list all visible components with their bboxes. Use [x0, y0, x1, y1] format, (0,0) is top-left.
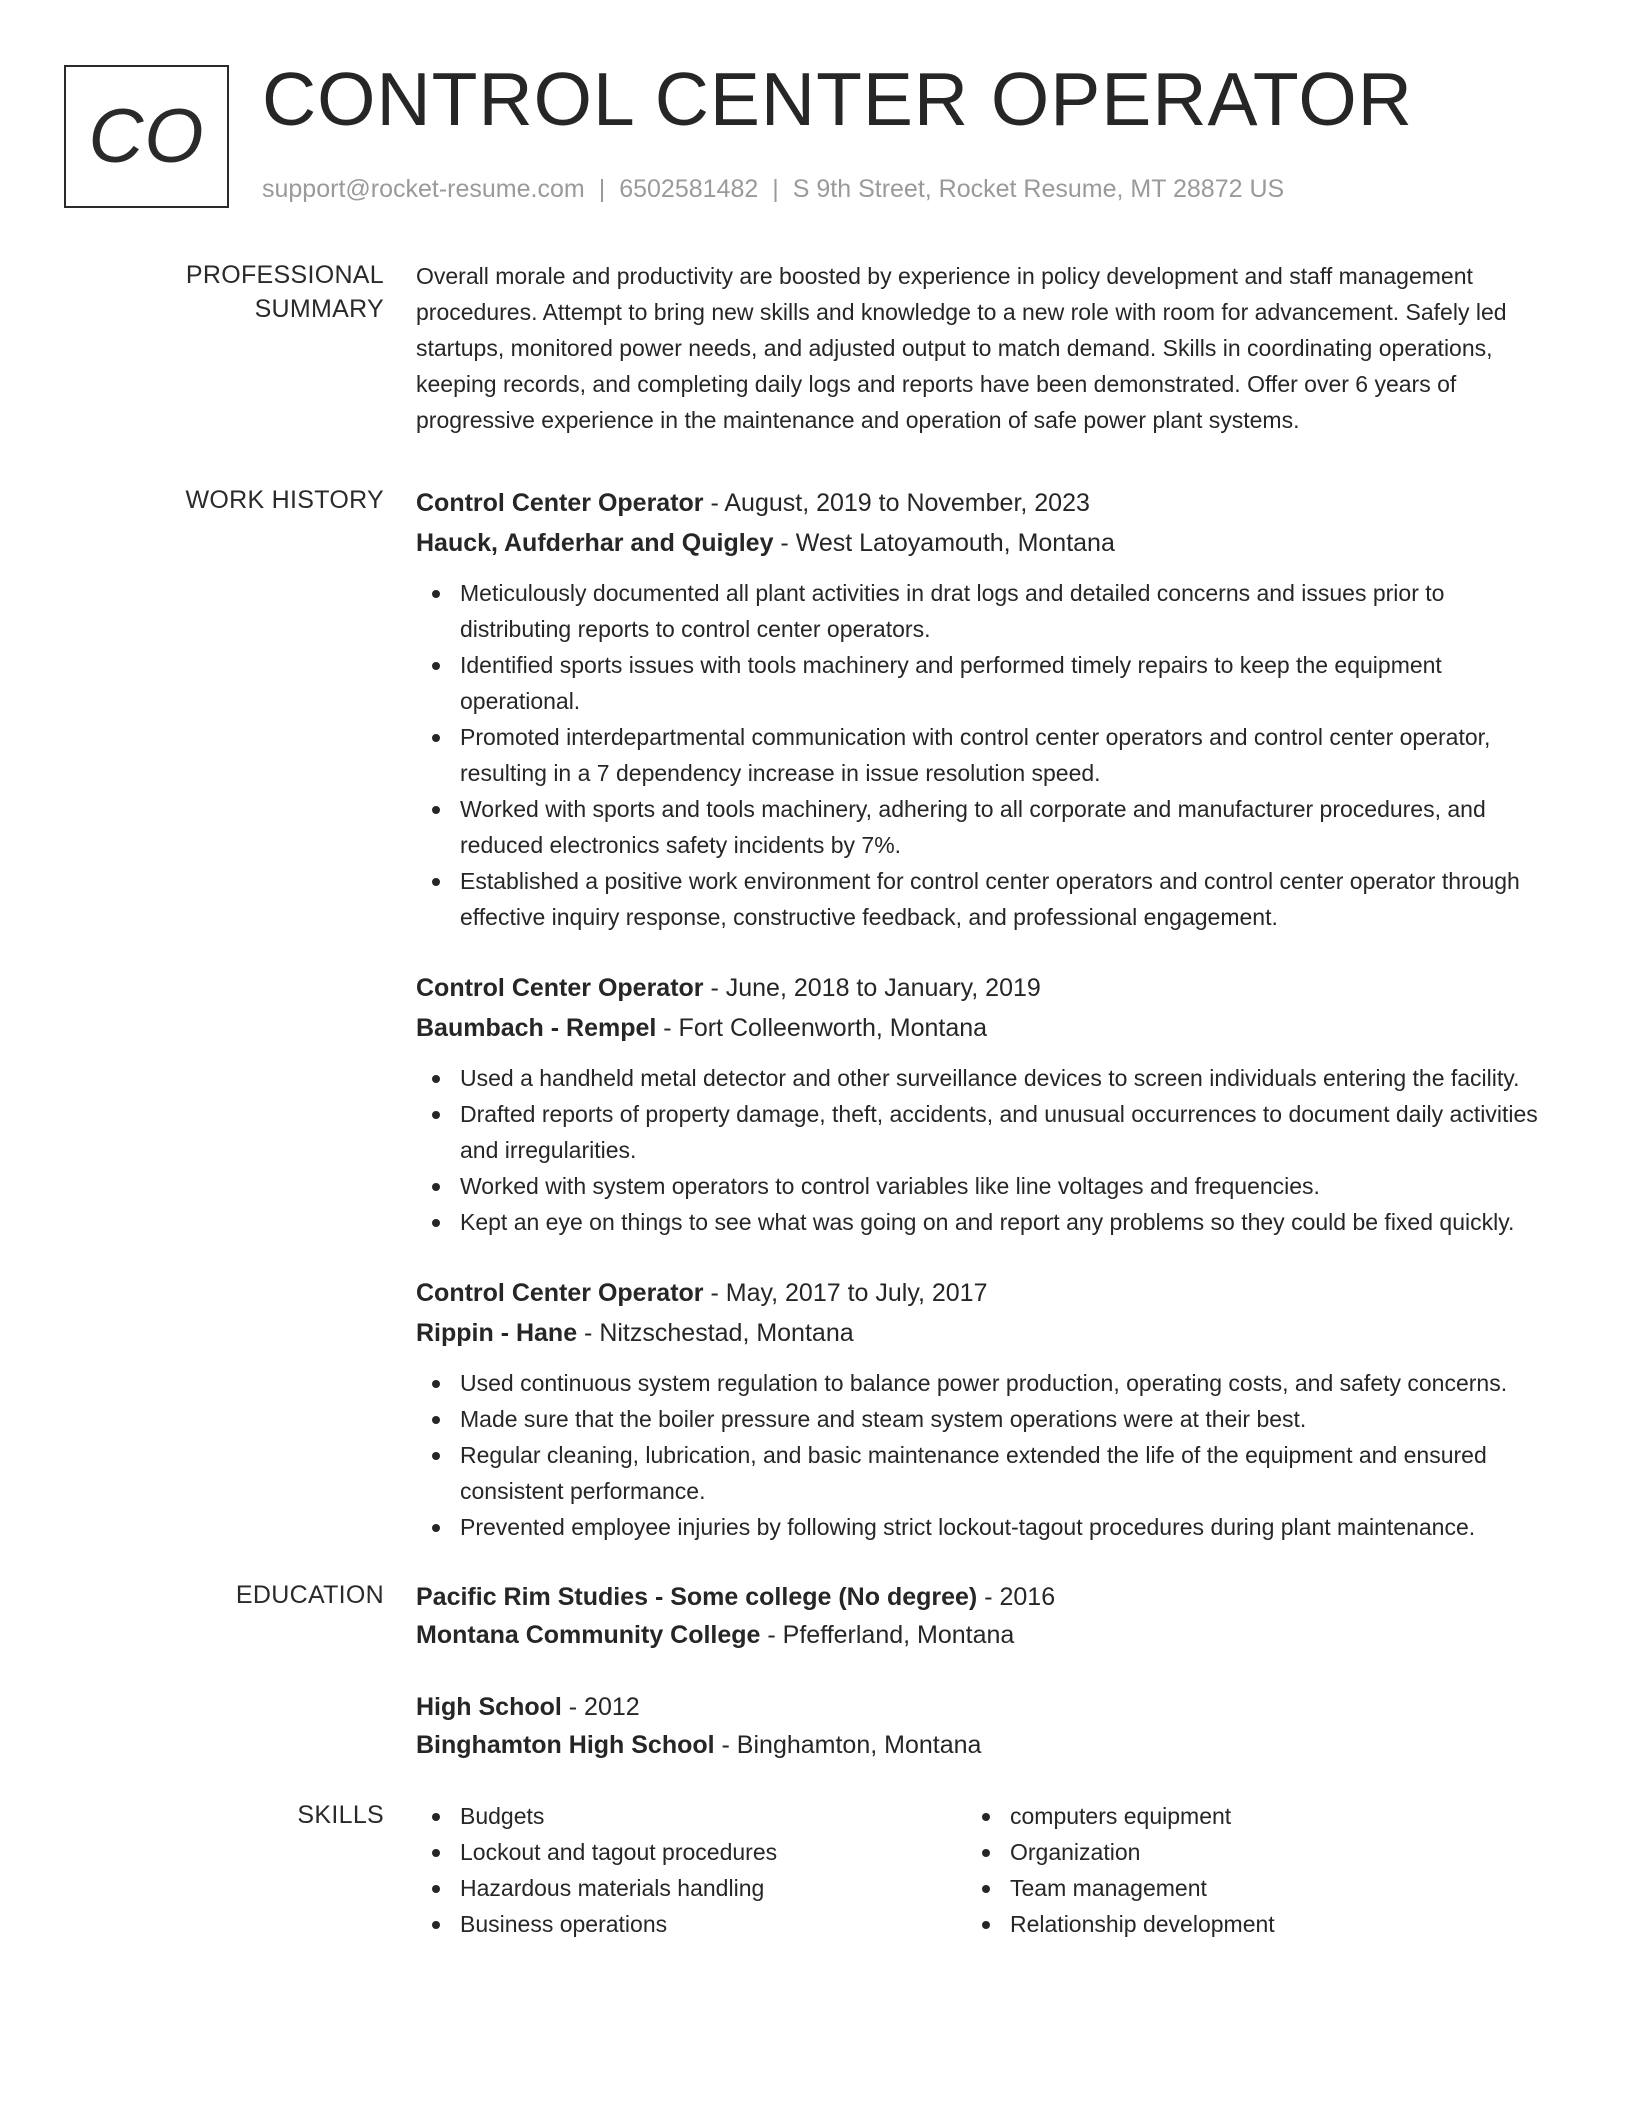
job-entry [416, 483, 1572, 935]
skill-item: computers equipment [966, 1798, 1516, 1834]
job-bullet: Established a positive work environment for control center operators and control center operator through effective inquiry response, constructive feedback, and professional engagement. [416, 863, 1546, 935]
education-school: Binghamton High School [416, 1731, 715, 1759]
education-school-line [416, 1726, 1572, 1764]
job-bullet: Prevented employee injuries by following strict lockout-tagout procedures during plant maintenance. [416, 1509, 1546, 1545]
job-title-line [416, 1273, 1572, 1313]
work-history-section [64, 483, 1572, 1578]
job-bullet: Worked with system operators to control variables like line voltages and frequencies. [416, 1168, 1546, 1204]
skill-item: Business operations [416, 1906, 966, 1942]
section-label-skills: SKILLS [297, 1801, 384, 1829]
skill-item: Budgets [416, 1798, 966, 1834]
job-location: - Nitzschestad, Montana [577, 1319, 854, 1347]
resume-header [64, 57, 1572, 208]
job-location: - West Latoyamouth, Montana [773, 529, 1115, 557]
contact-line [262, 175, 1413, 204]
skills-grid [416, 1798, 1572, 1942]
summary-section [64, 258, 1572, 438]
job-company-line [416, 523, 1572, 563]
skill-item: Organization [966, 1834, 1516, 1870]
work-history-body [416, 483, 1572, 1578]
monogram-box [64, 65, 229, 208]
education-degree: High School [416, 1693, 562, 1721]
job-title-line [416, 483, 1572, 523]
education-degree-line [416, 1688, 1572, 1726]
education-year: - 2012 [561, 1693, 640, 1721]
summary-body [416, 258, 1572, 438]
education-entry [416, 1688, 1572, 1764]
contact-address: S 9th Street, Rocket Resume, MT 28872 US [792, 175, 1285, 203]
education-section [64, 1578, 1572, 1798]
education-degree: Pacific Rim Studies - Some college (No degree) [416, 1583, 978, 1611]
contact-email: support@rocket-resume.com [262, 175, 585, 203]
job-company: Baumbach - Rempel [416, 1014, 657, 1042]
skills-column-left [416, 1798, 966, 1942]
job-bullet: Made sure that the boiler pressure and steam system operations were at their best. [416, 1401, 1546, 1437]
skill-item: Team management [966, 1870, 1516, 1906]
job-company: Hauck, Aufderhar and Quigley [416, 529, 774, 557]
education-body [416, 1578, 1572, 1798]
education-school-line [416, 1616, 1572, 1654]
job-bullets [416, 1060, 1572, 1240]
section-label-education: EDUCATION [235, 1581, 384, 1609]
job-bullet: Used continuous system regulation to balance power production, operating costs, and safety concerns. [416, 1365, 1546, 1401]
job-bullet: Kept an eye on things to see what was going on and report any problems so they could be fixed quickly. [416, 1204, 1546, 1240]
skill-item: Lockout and tagout procedures [416, 1834, 966, 1870]
job-bullet: Meticulously documented all plant activities in drat logs and detailed concerns and issues prior to distributing reports to control center operators. [416, 575, 1546, 647]
job-company-line [416, 1008, 1572, 1048]
job-company: Rippin - Hane [416, 1319, 578, 1347]
section-label-summary: PROFESSIONAL SUMMARY [185, 261, 384, 323]
education-location: - Binghamton, Montana [714, 1731, 982, 1759]
job-title: Control Center Operator [416, 1279, 704, 1307]
skill-item: Hazardous materials handling [416, 1870, 966, 1906]
job-location: - Fort Colleenworth, Montana [656, 1014, 988, 1042]
skills-section [64, 1798, 1572, 1942]
skills-body [416, 1798, 1572, 1942]
contact-phone: 6502581482 [619, 175, 759, 203]
contact-separator: | [598, 175, 606, 203]
job-entry [416, 1273, 1572, 1545]
education-entry [416, 1578, 1572, 1654]
job-bullets [416, 1365, 1572, 1545]
monogram-initials: CO [88, 94, 205, 179]
education-year: - 2016 [977, 1583, 1056, 1611]
job-title-line [416, 968, 1572, 1008]
skill-item: Relationship development [966, 1906, 1516, 1942]
job-bullet: Drafted reports of property damage, theft, accidents, and unusual occurrences to document daily activities and irregularities. [416, 1096, 1546, 1168]
contact-separator: | [772, 175, 779, 203]
job-bullet: Worked with sports and tools machinery, adhering to all corporate and manufacturer procedures, and reduced electronics safety incidents by 7%. [416, 791, 1546, 863]
education-location: - Pfefferland, Montana [760, 1621, 1015, 1649]
candidate-name: CONTROL CENTER OPERATOR [262, 57, 1413, 141]
education-school: Montana Community College [416, 1621, 761, 1649]
education-degree-line [416, 1578, 1572, 1616]
job-dates: - June, 2018 to January, 2019 [703, 974, 1041, 1002]
header-text [262, 57, 1413, 204]
job-bullet: Regular cleaning, lubrication, and basic maintenance extended the life of the equipment and ensured consistent performance. [416, 1437, 1546, 1509]
job-title: Control Center Operator [416, 974, 704, 1002]
job-bullets [416, 575, 1572, 935]
job-bullet: Identified sports issues with tools machinery and performed timely repairs to keep the equipment operational. [416, 647, 1546, 719]
job-dates: - August, 2019 to November, 2023 [703, 489, 1090, 517]
section-label-work-history: WORK HISTORY [185, 486, 384, 514]
job-dates: - May, 2017 to July, 2017 [703, 1279, 988, 1307]
job-bullet: Promoted interdepartmental communication with control center operators and control center operator, resulting in a 7 dependency increase in issue resolution speed. [416, 719, 1546, 791]
job-entry [416, 968, 1572, 1240]
job-bullet: Used a handheld metal detector and other surveillance devices to screen individuals entering the facility. [416, 1060, 1546, 1096]
job-company-line [416, 1313, 1572, 1353]
job-title: Control Center Operator [416, 489, 704, 517]
skills-column-right [966, 1798, 1516, 1942]
summary-text: Overall morale and productivity are boosted by experience in policy development and staff management procedures. Attempt to bring new skills and knowledge to a new role with room for advancement. Safely led startups, monitored power needs, and adjusted output to match demand. Skills in coordinating operations, keeping records, and completing daily logs and reports have been demonstrated. Offer over 6 years of progressive experience in the maintenance and operation of safe power plant systems. [416, 263, 1507, 433]
